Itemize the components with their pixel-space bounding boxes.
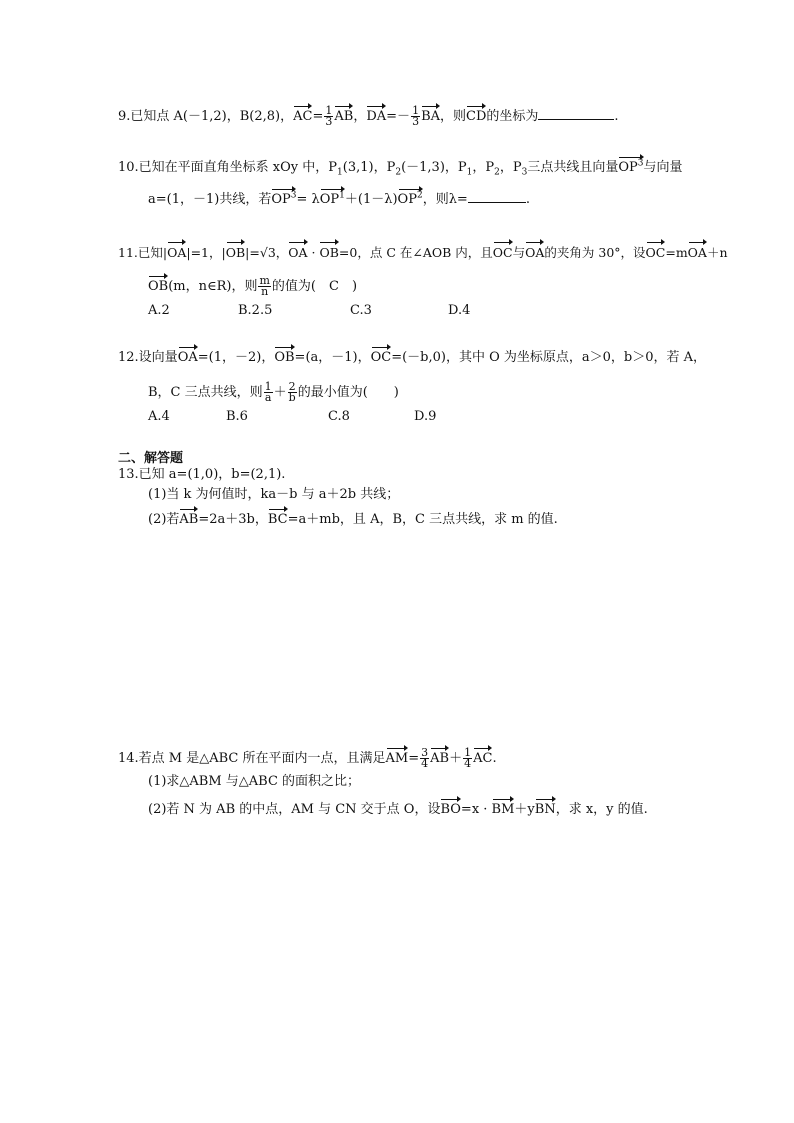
vector-bo: BO [440, 802, 461, 817]
sup: 1 [339, 190, 345, 201]
vector-bm: BM [491, 802, 515, 817]
q14-text: 14.若点 M 是△ABC 所在平面内一点，且满足 [118, 751, 386, 766]
frac-den: 3 [412, 115, 420, 128]
choice-c[interactable]: C.8 [328, 409, 350, 424]
vec-text: OP [397, 192, 417, 207]
vector-ab: AB [179, 512, 199, 527]
vec-text: OP [271, 192, 291, 207]
q11-text: (m，n∈R)，则 [168, 279, 258, 294]
frac-num: 1 [325, 104, 333, 117]
q11-text: 的夹角为 30°，设 [544, 245, 646, 260]
choice-d[interactable]: D.9 [414, 409, 437, 424]
q14-eq: = [408, 751, 420, 766]
frac-den: 4 [421, 757, 429, 770]
vector-ob: OB [148, 279, 169, 294]
q10-l2-end: . [525, 192, 530, 207]
q9-sep: ， [353, 109, 367, 124]
question-9 [118, 106, 619, 127]
frac-num: 3 [421, 746, 429, 759]
q11-text: 11.已知| [118, 245, 168, 260]
q11-text: 的值为( C ) [271, 279, 358, 294]
q12-text: B，C 三点共线，则 [148, 385, 263, 400]
vector-ab: AB [334, 109, 354, 124]
frac-num: 2 [288, 380, 296, 393]
question-11-line1 [118, 245, 728, 261]
answer-blank[interactable] [468, 202, 526, 203]
vec-text: OP [618, 160, 638, 175]
q12-text: 12.设向量 [118, 350, 178, 365]
vector-ac: AC [473, 751, 493, 766]
sub: 1 [337, 167, 343, 178]
frac-num: 1 [464, 746, 472, 759]
vector-oa: OA [525, 245, 545, 260]
vector-ob: OB [274, 350, 295, 365]
q9-end: . [614, 109, 619, 124]
q14-end: . [492, 751, 497, 766]
fraction-3-over-4 [420, 748, 429, 769]
vector-ab: AB [430, 751, 450, 766]
question-14-stem [118, 748, 497, 769]
frac-den: b [288, 391, 296, 404]
answer-blank[interactable] [538, 119, 614, 120]
fraction-m-over-n [258, 276, 270, 297]
section-heading: 二、解答题 [118, 451, 184, 466]
choice-a[interactable]: A.4 [148, 409, 170, 424]
q11-text: =0，点 C 在∠AOB 内，且 [338, 245, 493, 260]
q13-text: =2a＋3b， [198, 512, 268, 527]
q10-l2-mid2: ＋(1－λ) [344, 192, 398, 207]
vector-oa: OA [687, 245, 707, 260]
sub: 3 [521, 167, 528, 178]
question-14-part2 [148, 802, 648, 818]
fraction-1-over-a [264, 382, 273, 403]
question-10-line2 [148, 192, 530, 208]
q12-plus: ＋ [273, 385, 287, 400]
q11-text: =m [665, 245, 688, 260]
q12-choices [148, 409, 548, 425]
question-14-part1: (1)求△ABM 与△ABC 的面积之比； [148, 774, 361, 789]
q10-l2-mid1: = λ [296, 192, 320, 207]
vector-op3 [618, 160, 643, 176]
vector-da: DA [366, 109, 387, 124]
q9-mid: ，则 [440, 109, 467, 124]
choice-b[interactable]: B.6 [226, 409, 248, 424]
choice-c[interactable]: C.3 [350, 303, 372, 318]
question-13-part1: (1)当 k 为何值时，ka－b 与 a＋2b 共线； [148, 487, 400, 502]
vector-op2 [398, 192, 423, 208]
fraction-one-third [324, 106, 333, 127]
vector-oc: OC [492, 245, 513, 260]
q11-choices [148, 303, 548, 319]
q11-text: · [307, 245, 320, 260]
q13-text: =a＋mb，且 A，B，C 三点共线，求 m 的值. [287, 512, 558, 527]
q11-text: |=√3， [245, 245, 289, 260]
vector-cd: CD [466, 109, 487, 124]
frac-den: n [261, 285, 269, 298]
fraction-1-over-4 [463, 748, 472, 769]
q10-l1-prefix: 10.已知在平面直角坐标系 xOy 中，P [118, 160, 338, 175]
question-11-line2 [148, 276, 357, 297]
vector-ba: BA [421, 109, 441, 124]
vector-ob: OB [319, 245, 339, 260]
question-12-line1 [118, 350, 706, 366]
vector-oa: OA [288, 245, 308, 260]
vector-ob: OB [225, 245, 246, 260]
sub: 1 [466, 167, 473, 178]
q10-sep: ，P [472, 160, 495, 175]
choice-b[interactable]: B.2.5 [238, 303, 273, 318]
sup: 3 [637, 158, 644, 169]
frac-den: 3 [325, 115, 333, 128]
q9-prefix: 9.已知点 A(－1,2)，B(2,8)， [118, 109, 294, 124]
frac-num: 1 [412, 104, 420, 117]
q12-text: =(a，－1)， [294, 350, 371, 365]
q10-sep: ，P [499, 160, 522, 175]
sup: 2 [416, 190, 423, 201]
vector-oc: OC [645, 245, 666, 260]
sub: 2 [395, 167, 402, 178]
fraction-2-over-b [288, 382, 297, 403]
vector-oc: OC [370, 350, 392, 365]
sup: 3 [290, 190, 297, 201]
q14-text: ，求 x，y 的值. [555, 802, 648, 817]
sub: 2 [494, 167, 500, 178]
vector-oa: OA [177, 350, 198, 365]
q11-text: |=1，| [186, 245, 226, 260]
q9-eq2: =－ [386, 109, 411, 124]
choice-a[interactable]: A.2 [148, 303, 170, 318]
q14-plus: ＋ [449, 751, 463, 766]
vector-oa: OA [167, 245, 187, 260]
q9-eq1: = [312, 109, 324, 124]
vector-am: AM [385, 751, 409, 766]
q10-p1: (3,1)，P [342, 160, 396, 175]
vector-op3 [271, 192, 296, 208]
vec-text: OP [319, 192, 340, 207]
q14-text: (2)若 N 为 AB 的中点，AM 与 CN 交于点 O，设 [148, 802, 441, 817]
frac-den: a [264, 391, 272, 404]
q12-text: 的最小值为( ) [297, 385, 399, 400]
vector-op1 [320, 192, 345, 208]
vector-bc: BC [267, 512, 288, 527]
q12-text: =(1，－2)， [197, 350, 275, 365]
frac-num: m [259, 274, 270, 287]
q14-text: =x · [460, 802, 492, 817]
q10-l1-end: 与向量 [643, 160, 683, 175]
fraction-one-third-2 [411, 106, 420, 127]
question-13-part2 [148, 512, 558, 528]
q9-suffix: 的坐标为 [486, 109, 539, 124]
question-13-stem: 13.已知 a=(1,0)，b=(2,1). [118, 467, 286, 482]
q13-text: (2)若 [148, 512, 180, 527]
frac-den: 4 [464, 757, 472, 770]
q11-text: ＋n [706, 245, 728, 260]
choice-d[interactable]: D.4 [448, 303, 471, 318]
frac-num: 1 [264, 380, 272, 393]
q10-p2: (－1,3)，P [401, 160, 467, 175]
q12-text: =(－b,0)，其中 O 为坐标原点，a＞0，b＞0，若 A， [391, 350, 707, 365]
q10-l2-prefix: a=(1，－1)共线，若 [148, 192, 272, 207]
q11-text: 与 [512, 245, 526, 260]
q14-text: ＋y [514, 802, 535, 817]
vector-bn: BN [534, 802, 556, 817]
vector-ac: AC [293, 109, 313, 124]
q10-l2-mid3: ，则λ= [422, 192, 468, 207]
question-10-line1 [118, 160, 683, 176]
question-12-line2 [148, 382, 399, 403]
q10-l1-mid: 三点共线且向量 [527, 160, 619, 175]
